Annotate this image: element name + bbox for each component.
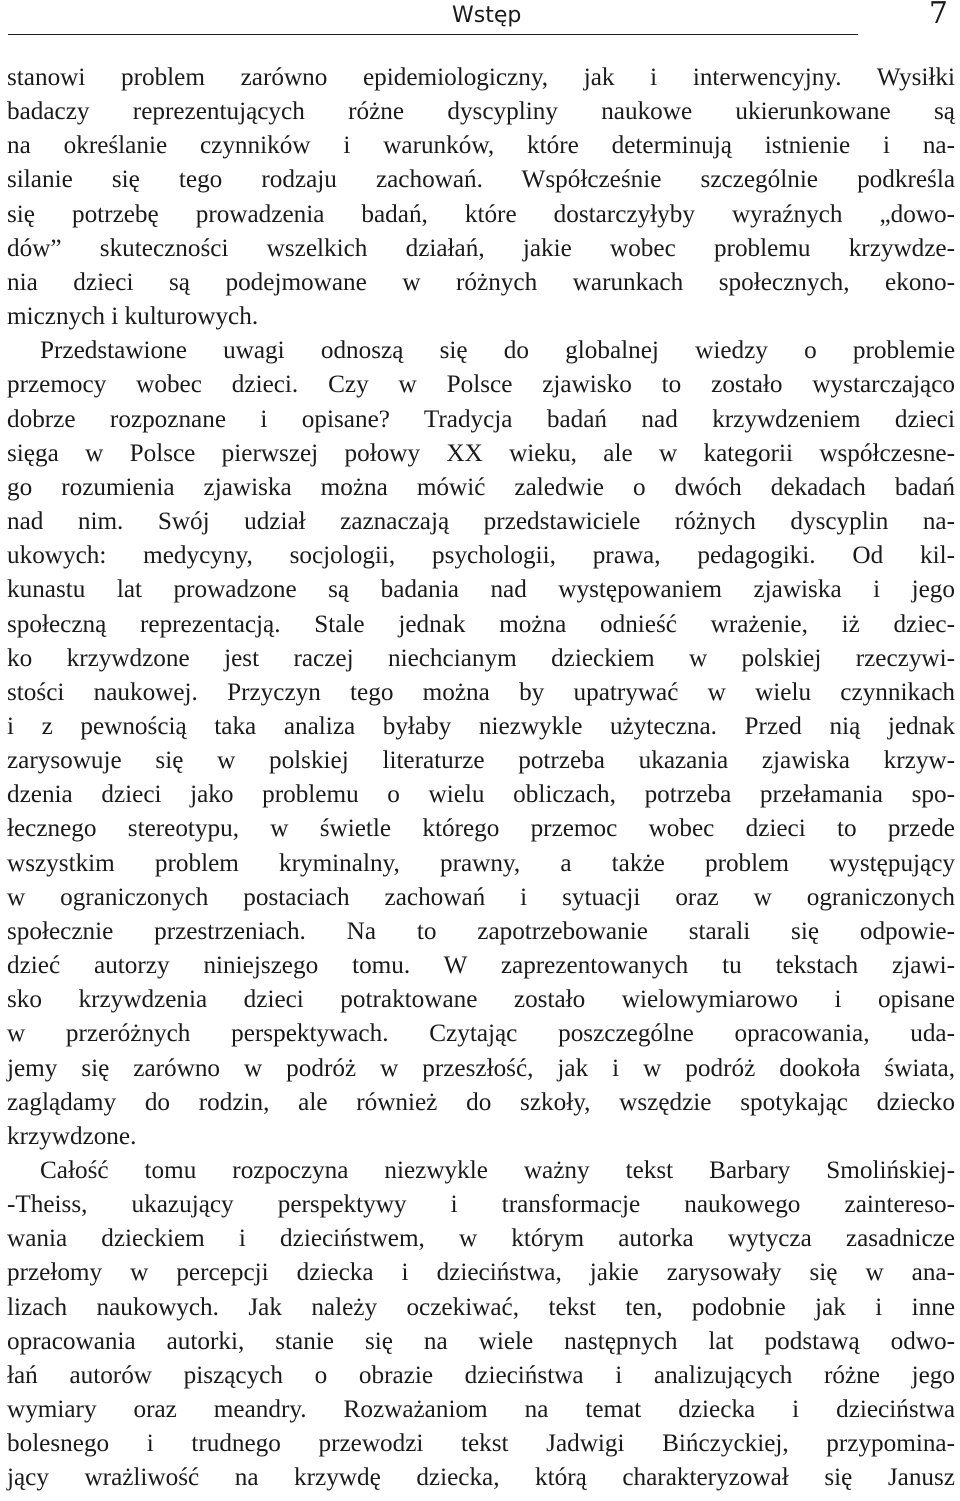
text-line: stości naukowej. Przyczyn tego można by upatrywać w wielu czynnikach <box>7 678 955 706</box>
text-line: Przedstawione uwagi odnoszą się do globalnej wiedzy o problemie <box>40 337 955 365</box>
text-line: się potrzebę prowadzenia badań, które dostarczyłyby wyraźnych „dowo- <box>7 200 955 228</box>
text-line: przełomy w percepcji dziecka i dzieciństwa, jakie zarysowały się w ana- <box>7 1259 955 1287</box>
text-line: i z pewnością taka analiza byłaby niezwykle użyteczna. Przed nią jednak <box>7 712 955 740</box>
text-line: sko krzywdzenia dzieci potraktowane zostało wielowymiarowo i opisane <box>7 986 955 1014</box>
text-line: micznych i kulturowych. <box>7 303 259 331</box>
header-rule <box>8 34 858 35</box>
text-line: sięga w Polsce pierwszej połowy XX wieku, ale w kategorii współczesne- <box>7 439 955 467</box>
text-line: dów” skuteczności wszelkich działań, jakie wobec problemu krzywdze- <box>7 234 955 262</box>
text-line: wania dzieckiem i dzieciństwem, w którym autorka wytycza zasadnicze <box>7 1225 955 1253</box>
text-line: bolesnego i trudnego przewodzi tekst Jadwigi Bińczyckiej, przypomina- <box>7 1430 955 1458</box>
text-line: zaglądamy do rodzin, ale również do szkoły, wszędzie spotykając dziecko <box>7 1088 955 1116</box>
running-header-title: Wstęp <box>452 3 522 28</box>
text-line: na określanie czynników i warunków, które determinują istnienie i na- <box>7 132 955 160</box>
text-line: nad nim. Swój udział zaznaczają przedstawiciele różnych dyscyplin na- <box>7 508 955 536</box>
text-line: ko krzywdzone jest raczej niechcianym dzieckiem w polskiej rzeczywi- <box>7 644 955 672</box>
text-line: jący wrażliwość na krzywdę dziecka, którą charakteryzował się Janusz <box>7 1464 955 1492</box>
text-line: łecznego stereotypu, w świetle którego przemoc wobec dzieci to przede <box>7 815 955 843</box>
text-line: wymiary oraz meandry. Rozważaniom na temat dziecka i dzieciństwa <box>7 1396 955 1424</box>
text-line: w ograniczonych postaciach zachowań i sytuacji oraz w ograniczonych <box>7 883 955 911</box>
text-line: wszystkim problem kryminalny, prawny, a także problem występujący <box>7 849 955 877</box>
text-line: badaczy reprezentujących różne dyscypliny naukowe ukierunkowane są <box>7 98 955 126</box>
text-line: przemocy wobec dzieci. Czy w Polsce zjawisko to zostało wystarczająco <box>7 371 955 399</box>
text-line: kunastu lat prowadzone są badania nad występowaniem zjawiska i jego <box>7 576 955 604</box>
text-line: łań autorów piszących o obrazie dzieciństwa i analizujących różne jego <box>7 1361 955 1389</box>
text-line: zarysowuje się w polskiej literaturze potrzeba ukazania zjawiska krzyw- <box>7 747 955 775</box>
text-line: dzieć autorzy niniejszego tomu. W zaprezentowanych tu tekstach zjawi- <box>7 952 955 980</box>
text-line: nia dzieci są podejmowane w różnych warunkach społecznych, ekono- <box>7 268 955 296</box>
text-line: Całość tomu rozpoczyna niezwykle ważny tekst Barbary Smolińskiej- <box>40 1157 955 1184</box>
text-line: lizach naukowych. Jak należy oczekiwać, tekst ten, podobnie jak i inne <box>7 1293 955 1321</box>
page-number: 7 <box>928 0 948 31</box>
text-line: ukowych: medycyny, socjologii, psychologii, prawa, pedagogiki. Od kil- <box>7 542 955 570</box>
text-line: opracowania autorki, stanie się na wiele następnych lat podstawą odwo- <box>7 1327 955 1355</box>
text-line: stanowi problem zarówno epidemiologiczny, jak i interwencyjny. Wysiłki <box>7 64 955 91</box>
running-header <box>8 0 952 40</box>
text-line: w przeróżnych perspektywach. Czytając poszczególne opracowania, uda- <box>7 1020 955 1048</box>
text-line: społeczną reprezentacją. Stale jednak można odnieść wrażenie, iż dziec- <box>7 610 955 638</box>
text-line: silanie się tego rodzaju zachowań. Współcześnie szczególnie podkreśla <box>7 166 955 194</box>
text-line: społecznie przestrzeniach. Na to zapotrzebowanie starali się odpowie- <box>7 917 955 945</box>
text-line: go rozumienia zjawiska można mówić zaledwie o dwóch dekadach badań <box>7 473 955 501</box>
body-text <box>7 61 955 1496</box>
text-line: jemy się zarówno w podróż w przeszłość, jak i w podróż dookoła świata, <box>7 1054 955 1082</box>
text-line: dzenia dzieci jako problemu o wielu obliczach, potrzeba przełamania spo- <box>7 781 955 809</box>
text-line: -Theiss, ukazujący perspektywy i transformacje naukowego zaintereso- <box>7 1191 955 1219</box>
text-line: dobrze rozpoznane i opisane? Tradycja badań nad krzywdzeniem dzieci <box>7 405 955 433</box>
text-line: krzywdzone. <box>7 1122 137 1150</box>
